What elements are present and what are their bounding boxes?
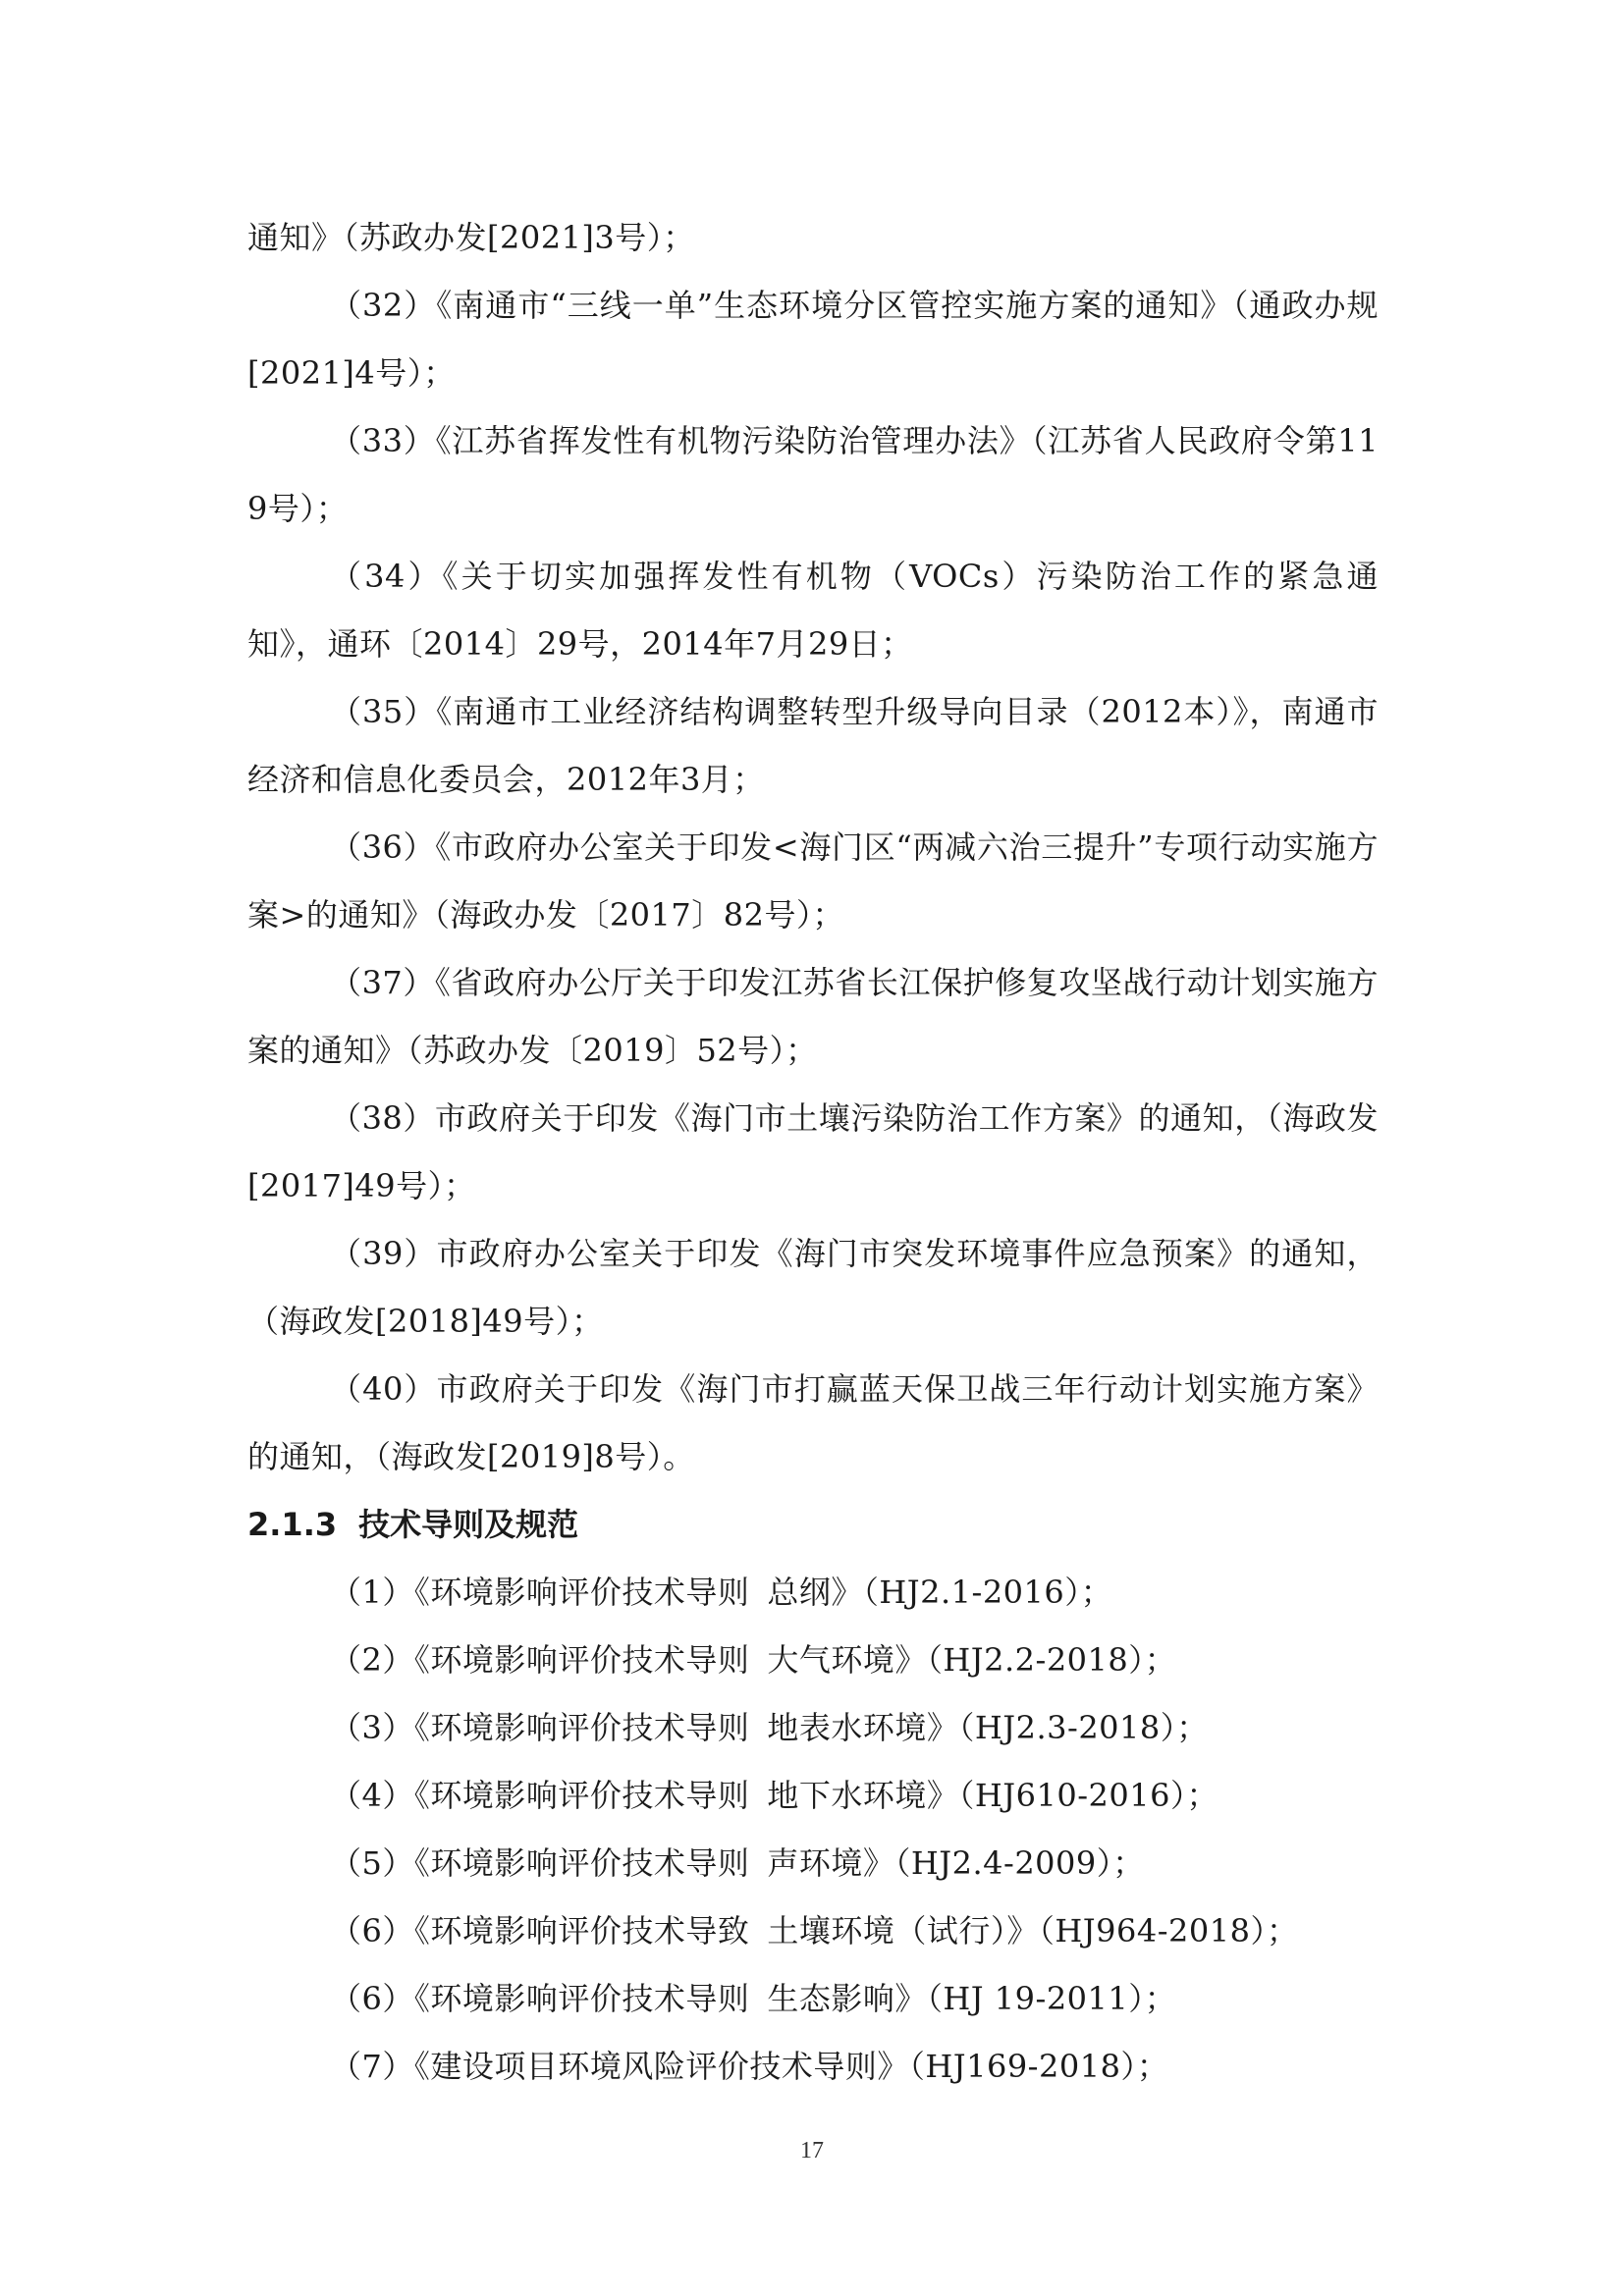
regulation-item-33: （33）《江苏省挥发性有机物污染防治管理办法》（江苏省人民政府令第119号）； bbox=[247, 422, 1379, 527]
standard-prefix: （7）《建设项目环境风险评价技术导则》（HJ169-2018）； bbox=[330, 2048, 1169, 2085]
regulation-item-40: （40）市政府关于印发《海门市打赢蓝天保卫战三年行动计划实施方案》的通知，（海政发[2019]8号）。 bbox=[247, 1370, 1379, 1475]
regulation-item-34: （34）《关于切实加强挥发性有机物（VOCs）污染防治工作的紧急通知》，通环〔2014〕29号，2014年7月29日； bbox=[247, 558, 1379, 663]
standard-name: 地表水环境》（HJ2.3-2018）； bbox=[767, 1709, 1209, 1746]
standard-prefix: （3）《环境影响评价技术导则 bbox=[330, 1709, 750, 1746]
standard-item-5 bbox=[247, 1830, 1379, 1897]
standard-item-1 bbox=[247, 1559, 1379, 1627]
regulation-item-32: （32）《南通市“三线一单”生态环境分区管控实施方案的通知》（通政办规[2021]4号）； bbox=[247, 287, 1379, 392]
section-title: 技术导则及规范 bbox=[358, 1506, 579, 1543]
page-body bbox=[247, 204, 1379, 2101]
section-heading bbox=[247, 1491, 1379, 1559]
standard-item-3 bbox=[247, 1694, 1379, 1762]
regulation-item-35: （35）《南通市工业经济结构调整转型升级导向目录（2012本）》，南通市经济和信息化委员会，2012年3月； bbox=[247, 693, 1379, 798]
standard-name: 地下水环境》（HJ610-2016）； bbox=[767, 1777, 1218, 1814]
standard-item-4 bbox=[247, 1762, 1379, 1830]
standard-name: 总纲》（HJ2.1-2016）； bbox=[767, 1574, 1113, 1611]
paragraph-continuation: 通知》（苏政办发[2021]3号）； bbox=[247, 219, 695, 256]
standard-prefix: （4）《环境影响评价技术导则 bbox=[330, 1777, 750, 1814]
section-number: 2.1.3 bbox=[247, 1506, 338, 1543]
standard-name: 土壤环境（试行）》（HJ964-2018）； bbox=[767, 1912, 1299, 1949]
standard-prefix: （5）《环境影响评价技术导则 bbox=[330, 1844, 750, 1882]
standard-item-6a bbox=[247, 1897, 1379, 1965]
standard-name: 生态影响》（HJ 19-2011）； bbox=[767, 1980, 1177, 2017]
regulation-item-39: （39）市政府办公室关于印发《海门市突发环境事件应急预案》的通知，（海政发[2018]49号）； bbox=[247, 1235, 1379, 1340]
standard-item-6b bbox=[247, 1965, 1379, 2033]
standard-name: 大气环境》（HJ2.2-2018）； bbox=[767, 1641, 1177, 1679]
regulation-item-37: （37）《省政府办公厅关于印发江苏省长江保护修复攻坚战行动计划实施方案的通知》（苏政办发〔2019〕52号）； bbox=[247, 964, 1379, 1069]
page-number: 17 bbox=[800, 2138, 824, 2163]
standard-prefix: （6）《环境影响评价技术导致 bbox=[330, 1912, 750, 1949]
regulation-item-38: （38）市政府关于印发《海门市土壤污染防治工作方案》的通知，（海政发[2017]49号）； bbox=[247, 1099, 1379, 1204]
standard-prefix: （6）《环境影响评价技术导则 bbox=[330, 1980, 750, 2017]
regulation-item-36: （36）《市政府办公室关于印发<海门区“两减六治三提升”专项行动实施方案>的通知》（海政办发〔2017〕82号）； bbox=[247, 828, 1379, 934]
standard-item-2 bbox=[247, 1627, 1379, 1694]
standard-item-7 bbox=[247, 2033, 1379, 2101]
standard-name: 声环境》（HJ2.4-2009）； bbox=[767, 1844, 1145, 1882]
standard-prefix: （2）《环境影响评价技术导则 bbox=[330, 1641, 750, 1679]
standard-prefix: （1）《环境影响评价技术导则 bbox=[330, 1574, 750, 1611]
